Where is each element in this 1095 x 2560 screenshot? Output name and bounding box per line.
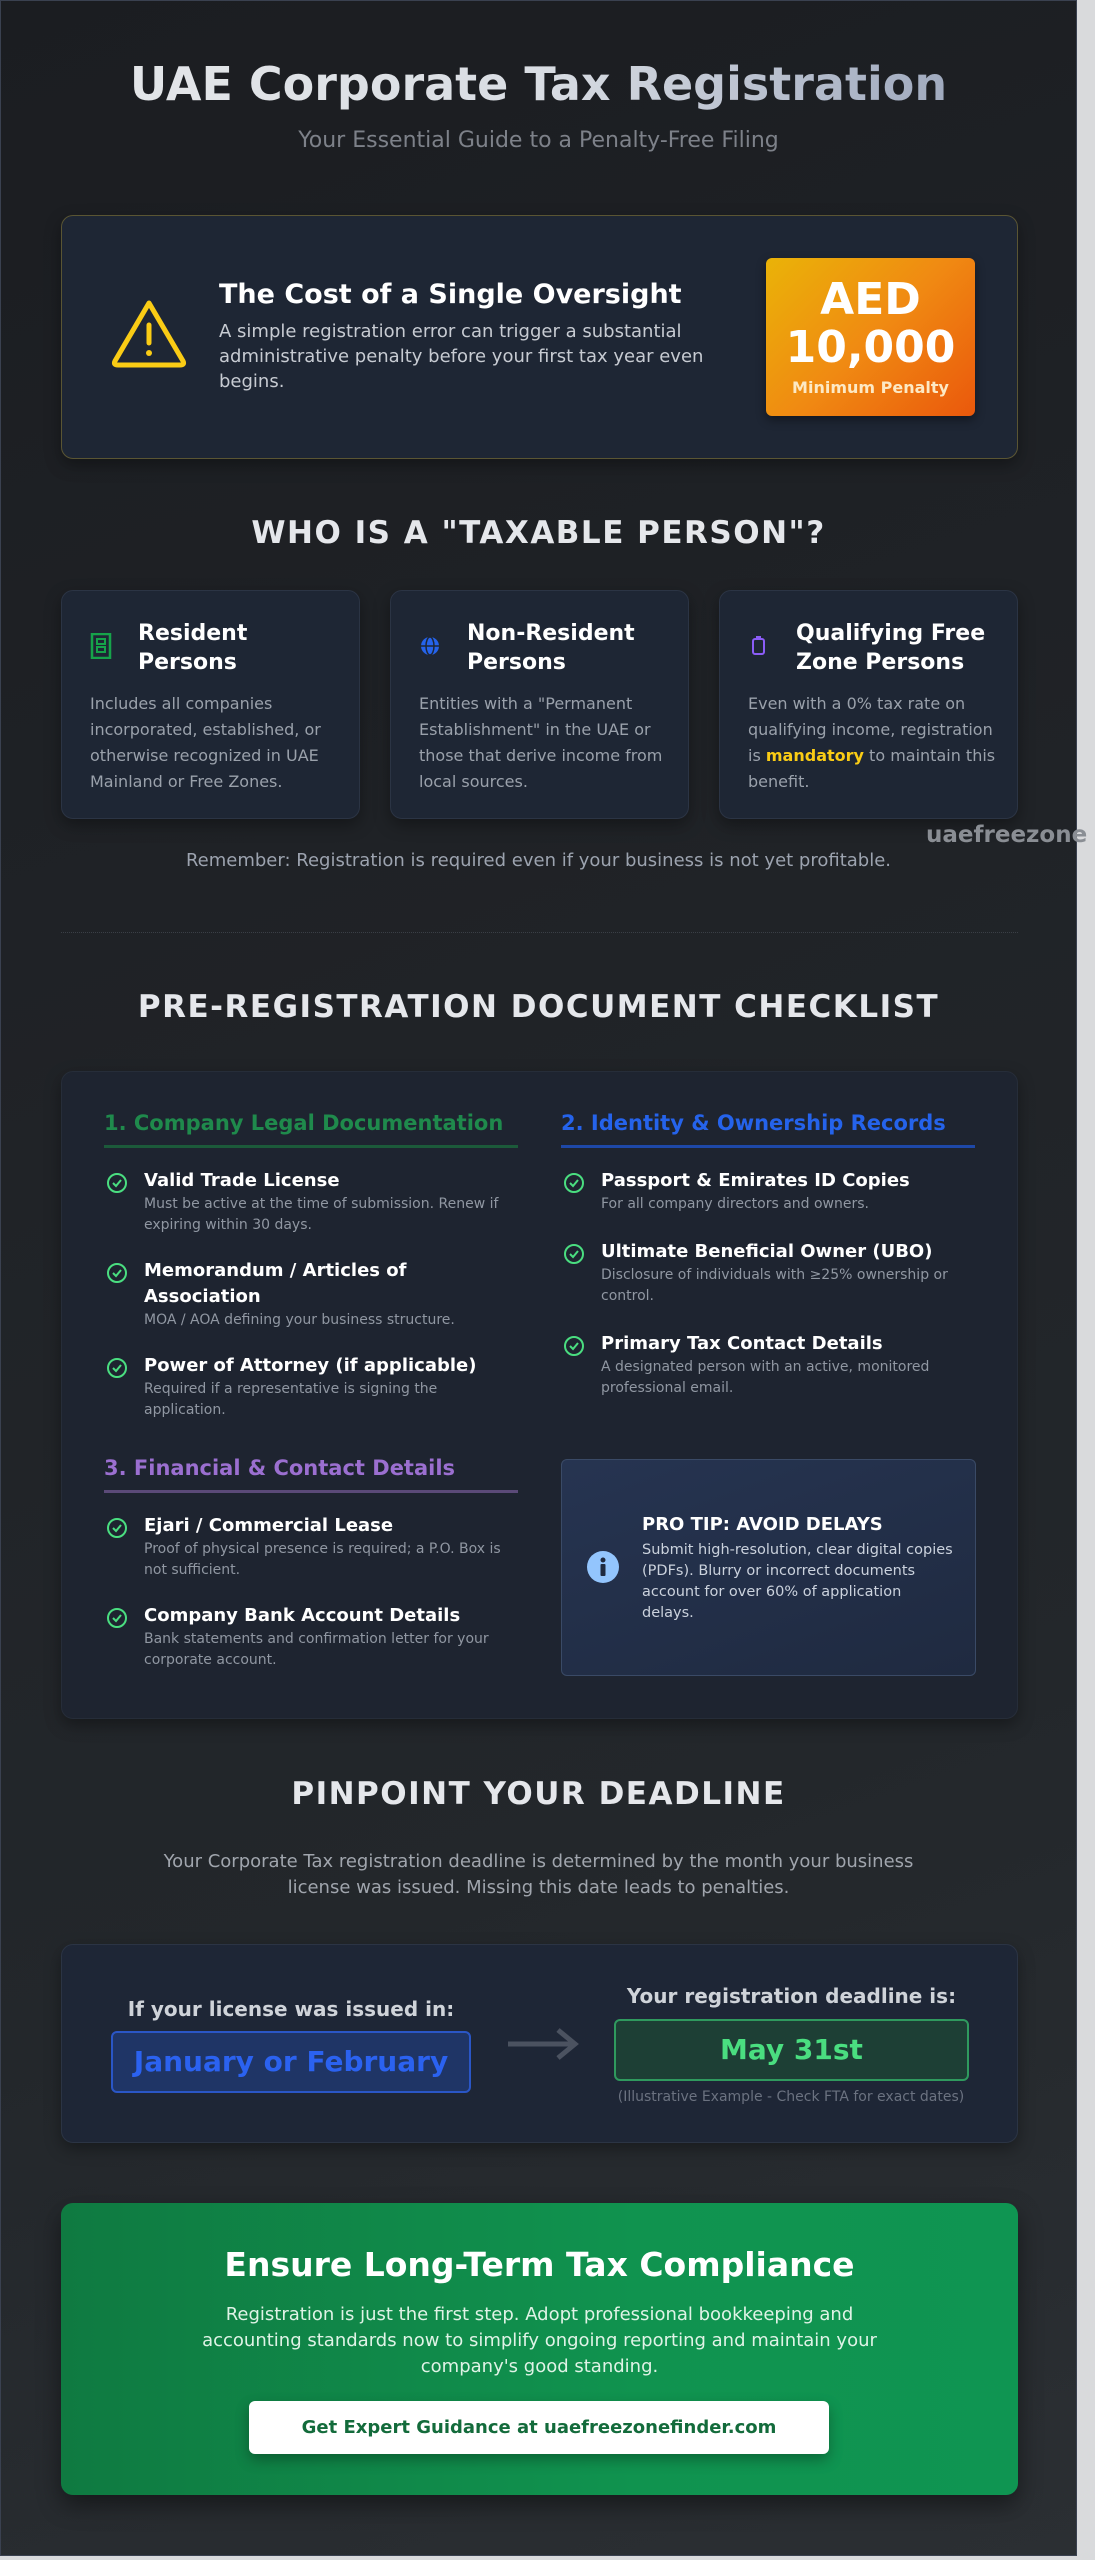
card-text: Includes all companies incorporated, established, or otherwise recognized in UAE Mainland or Free Zones. — [90, 694, 321, 791]
item-title: Memorandum / Articles of Association — [144, 1260, 407, 1307]
checklist-item — [104, 1603, 518, 1671]
license-issued-label: If your license was issued in: — [127, 1997, 455, 2021]
item-title: Passport & Emirates ID Copies — [601, 1170, 910, 1191]
pro-tip-box — [561, 1459, 976, 1676]
building-icon — [90, 633, 112, 659]
mandatory-highlight: mandatory — [765, 746, 864, 765]
check-circle-icon — [106, 1517, 128, 1539]
card-title: Non-Resident Persons — [467, 621, 635, 675]
penalty-amount-badge — [766, 258, 975, 416]
item-desc: A designated person with an active, monitored professional email. — [601, 1359, 930, 1396]
item-desc: Must be active at the time of submission. Renew if expiring within 30 days. — [144, 1196, 499, 1233]
checklist-item — [104, 1353, 518, 1421]
pro-tip-title: PRO TIP: AVOID DELAYS — [642, 1514, 883, 1535]
document-icon — [748, 633, 770, 659]
penalty-title: The Cost of a Single Oversight — [219, 279, 682, 310]
item-desc: For all company directors and owners. — [601, 1196, 869, 1212]
checklist-heading: PRE-REGISTRATION DOCUMENT CHECKLIST — [137, 989, 940, 1025]
checklist-item — [561, 1168, 975, 1215]
group-title: 1. Company Legal Documentation — [104, 1111, 518, 1148]
checklist-item — [104, 1513, 518, 1581]
check-circle-icon — [106, 1357, 128, 1379]
check-circle-icon — [106, 1607, 128, 1629]
deadline-label: Your registration deadline is: — [626, 1984, 957, 2008]
check-circle-icon — [563, 1243, 585, 1265]
card-resident-persons — [61, 590, 360, 819]
card-title: Resident Persons — [138, 621, 248, 675]
card-text: Entities with a "Permanent Establishment" in the UAE or those that derive income from local sources. — [419, 694, 663, 791]
checklist-item — [104, 1168, 518, 1236]
deadline-date-box: May 31st — [614, 2019, 969, 2081]
check-circle-icon — [563, 1335, 585, 1357]
check-circle-icon — [563, 1172, 585, 1194]
expert-guidance-button[interactable]: Get Expert Guidance at uaefreezonefinder.com — [249, 2401, 829, 2454]
group-title: 3. Financial & Contact Details — [104, 1456, 518, 1493]
item-title: Ultimate Beneficial Owner (UBO) — [601, 1241, 933, 1262]
penalty-description: A simple registration error can trigger a substantial administrative penalty before your first tax year even begins. — [219, 321, 704, 392]
item-desc: Proof of physical presence is required; a P.O. Box is not sufficient. — [144, 1541, 501, 1578]
globe-icon — [419, 633, 441, 659]
page-subtitle: Your Essential Guide to a Penalty-Free Filing — [298, 128, 779, 153]
deadline-description: Your Corporate Tax registration deadline is determined by the month your business license was issued. Missing this date leads to penalties. — [163, 1851, 914, 1898]
checklist-group-identity — [561, 1111, 975, 1399]
card-text-part: Even with a 0% tax rate on qualifying income, registration is — [748, 694, 993, 765]
taxable-heading: WHO IS A "TAXABLE PERSON"? — [251, 515, 826, 551]
card-title: Qualifying Free Zone Persons — [796, 621, 986, 675]
deadline-heading: PINPOINT YOUR DEADLINE — [291, 1776, 786, 1812]
remember-note: Remember: Registration is required even if your business is not yet profitable. — [185, 850, 892, 871]
warning-icon — [109, 297, 189, 369]
item-title: Primary Tax Contact Details — [601, 1333, 883, 1354]
item-desc: MOA / AOA defining your business structure. — [144, 1312, 455, 1328]
item-title: Ejari / Commercial Lease — [144, 1515, 394, 1536]
license-month-box: January or February — [111, 2031, 471, 2093]
item-desc: Disclosure of individuals with ≥25% ownership or control. — [601, 1267, 948, 1304]
checklist-item — [561, 1331, 975, 1399]
deadline-note: (Illustrative Example - Check FTA for exact dates) — [617, 2089, 965, 2105]
cta-banner — [61, 2203, 1018, 2495]
card-text-part: to maintain this benefit. — [748, 746, 996, 791]
group-title: 2. Identity & Ownership Records — [561, 1111, 975, 1148]
section-divider — [61, 932, 1018, 933]
watermark: uaefreezone — [926, 822, 1088, 848]
penalty-currency: AED — [820, 274, 921, 325]
info-icon — [586, 1550, 620, 1584]
item-title: Power of Attorney (if applicable) — [144, 1355, 477, 1376]
pro-tip-text: Submit high-resolution, clear digital copies (PDFs). Blurry or incorrect documents account for over 60% of application delays. — [642, 1542, 953, 1621]
card-qualifying-free-zone-persons — [719, 590, 1018, 819]
cta-text: Registration is just the first step. Adopt professional bookkeeping and accounting standards now to simplify ongoing reporting and maintain your company's good standing. — [202, 2304, 877, 2377]
item-title: Company Bank Account Details — [144, 1605, 461, 1626]
checklist-item — [104, 1258, 518, 1331]
card-text — [748, 691, 998, 795]
page-title: UAE Corporate Tax Registration — [1, 57, 1076, 111]
checklist-group-financial — [104, 1456, 518, 1671]
penalty-label: Minimum Penalty — [792, 378, 949, 397]
check-circle-icon — [106, 1172, 128, 1194]
card-non-resident-persons — [390, 590, 689, 819]
checklist-group-legal — [104, 1111, 518, 1421]
check-circle-icon — [106, 1262, 128, 1284]
cta-title: Ensure Long-Term Tax Compliance — [224, 2245, 855, 2284]
arrow-right-icon — [506, 2027, 580, 2061]
item-desc: Required if a representative is signing the application. — [144, 1381, 438, 1418]
penalty-amount: 10,000 — [785, 322, 956, 373]
checklist-item — [561, 1239, 975, 1307]
item-desc: Bank statements and confirmation letter for your corporate account. — [144, 1631, 489, 1668]
item-title: Valid Trade License — [144, 1170, 340, 1191]
